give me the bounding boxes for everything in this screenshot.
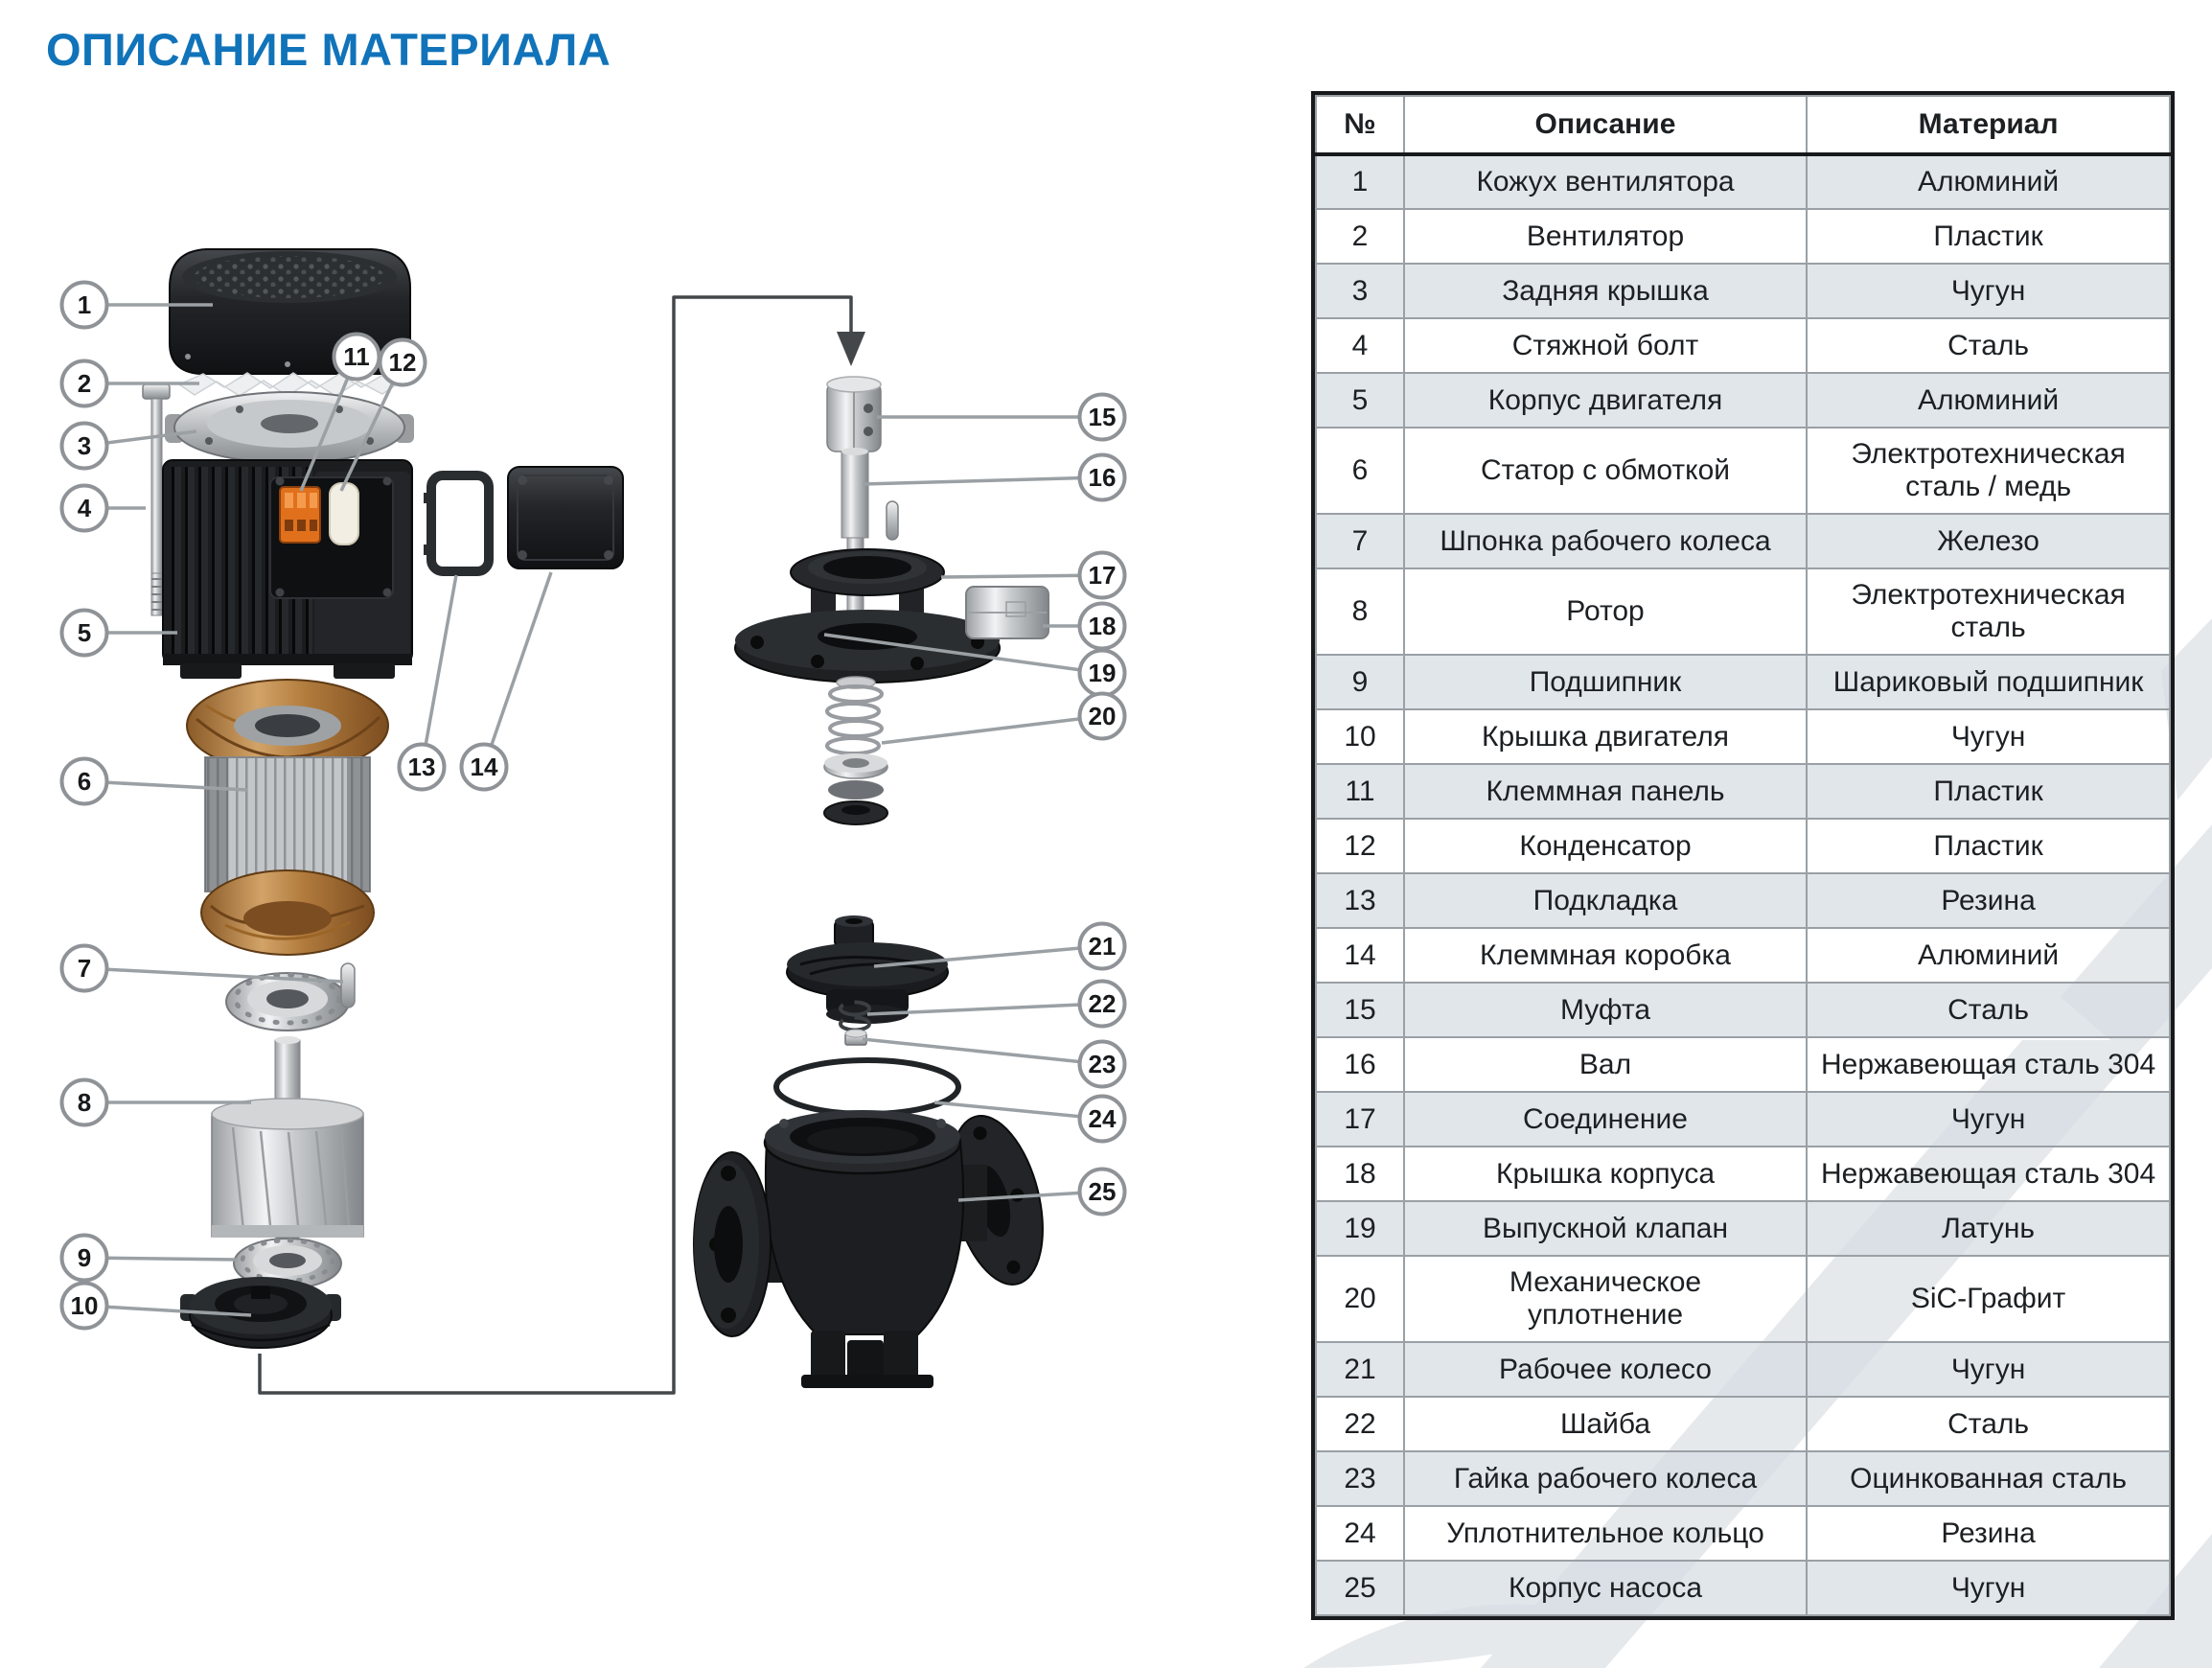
svg-text:17: 17: [1088, 561, 1117, 590]
row-description: Соединение: [1404, 1092, 1807, 1147]
table-row: [1316, 819, 2170, 873]
part-casing-cover: [966, 587, 1048, 638]
part-gasket: [424, 475, 489, 571]
callout-9: [62, 1236, 107, 1281]
table-row: [1316, 655, 2170, 709]
svg-text:21: 21: [1088, 932, 1117, 961]
callout-15: [1080, 395, 1125, 440]
callout-leader-20: [882, 716, 1102, 743]
row-material: Чугун: [1807, 1561, 2170, 1615]
callout-22: [1080, 982, 1125, 1027]
table-row: [1316, 568, 2170, 655]
svg-text:11: 11: [343, 342, 370, 371]
svg-text:12: 12: [388, 348, 417, 377]
row-number: 15: [1316, 983, 1404, 1037]
callout-3: [62, 424, 107, 469]
svg-text:16: 16: [1088, 463, 1117, 492]
part-motor-housing: [163, 460, 412, 679]
table-row: [1316, 209, 2170, 264]
svg-text:24: 24: [1088, 1104, 1117, 1133]
part-mechanical-seal: [824, 677, 887, 824]
svg-text:20: 20: [1088, 702, 1117, 730]
row-description: Подшипник: [1404, 655, 1807, 709]
table-row: [1316, 264, 2170, 318]
row-material: SiC-Графит: [1807, 1256, 2170, 1342]
material-table: [1311, 91, 2175, 1620]
svg-text:25: 25: [1088, 1177, 1117, 1206]
row-material: Резина: [1807, 873, 2170, 928]
row-number: 13: [1316, 873, 1404, 928]
callout-24: [1080, 1097, 1125, 1142]
part-terminal-panel: [280, 487, 320, 543]
row-description: Конденсатор: [1404, 819, 1807, 873]
row-description: Крышка двигателя: [1404, 709, 1807, 764]
row-number: 22: [1316, 1397, 1404, 1451]
row-description: Подкладка: [1404, 873, 1807, 928]
table-row: [1316, 1561, 2170, 1615]
svg-text:15: 15: [1088, 403, 1117, 431]
row-description: Рабочее колесо: [1404, 1342, 1807, 1397]
callout-25: [1080, 1170, 1125, 1215]
row-material: Чугун: [1807, 709, 2170, 764]
callout-4: [62, 486, 107, 531]
row-description: Ротор: [1404, 568, 1807, 655]
part-connection: [735, 549, 1000, 683]
table-row: [1316, 1092, 2170, 1147]
svg-text:5: 5: [77, 618, 92, 647]
row-number: 2: [1316, 209, 1404, 264]
callout-10: [62, 1284, 107, 1329]
row-description: Статор с обмоткой: [1404, 428, 1807, 514]
row-material: Пластик: [1807, 209, 2170, 264]
table-row: [1316, 373, 2170, 428]
header-number: №: [1316, 96, 1404, 154]
row-description: Уплотнительное кольцо: [1404, 1506, 1807, 1561]
callout-5: [62, 611, 107, 656]
row-material: Оцинкованная сталь: [1807, 1451, 2170, 1506]
part-stator: [187, 680, 388, 955]
row-material: Нержавеющая сталь 304: [1807, 1147, 2170, 1201]
callout-21: [1080, 924, 1125, 969]
svg-text:19: 19: [1088, 659, 1117, 687]
row-description: Выпускной клапан: [1404, 1201, 1807, 1256]
part-rear-cover: [165, 392, 414, 463]
row-material: Чугун: [1807, 264, 2170, 318]
svg-text:8: 8: [77, 1088, 92, 1117]
callout-23: [1080, 1042, 1125, 1087]
row-number: 3: [1316, 264, 1404, 318]
part-o-ring: [776, 1060, 958, 1114]
row-material: Сталь: [1807, 983, 2170, 1037]
row-number: 11: [1316, 764, 1404, 819]
row-description: Муфта: [1404, 983, 1807, 1037]
table-row: [1316, 1037, 2170, 1092]
row-number: 14: [1316, 928, 1404, 983]
row-number: 7: [1316, 514, 1404, 568]
row-number: 8: [1316, 568, 1404, 655]
row-number: 21: [1316, 1342, 1404, 1397]
svg-text:10: 10: [70, 1291, 99, 1320]
part-impeller-nut: [845, 1030, 866, 1045]
table-row: [1316, 873, 2170, 928]
row-description: Задняя крышка: [1404, 264, 1807, 318]
row-material: Сталь: [1807, 318, 2170, 373]
callout-7: [62, 946, 107, 991]
table-row: [1316, 1397, 2170, 1451]
table-row: [1316, 1451, 2170, 1506]
table-row: [1316, 1342, 2170, 1397]
svg-text:7: 7: [77, 954, 92, 983]
callout-14: [462, 745, 507, 790]
part-impeller-key: [341, 963, 355, 1008]
row-number: 12: [1316, 819, 1404, 873]
row-material: Сталь: [1807, 1397, 2170, 1451]
row-material: Алюминий: [1807, 373, 2170, 428]
callout-6: [62, 759, 107, 804]
callout-16: [1080, 455, 1125, 500]
table-row: [1316, 928, 2170, 983]
table-row: [1316, 709, 2170, 764]
svg-text:9: 9: [77, 1243, 92, 1272]
row-description: Шпонка рабочего колеса: [1404, 514, 1807, 568]
callout-leader-14: [484, 572, 551, 767]
callout-17: [1080, 553, 1125, 598]
table-row: [1316, 983, 2170, 1037]
row-number: 4: [1316, 318, 1404, 373]
row-number: 16: [1316, 1037, 1404, 1092]
row-number: 24: [1316, 1506, 1404, 1561]
row-material: Железо: [1807, 514, 2170, 568]
table-row: [1316, 1201, 2170, 1256]
table-row: [1316, 1506, 2170, 1561]
row-number: 5: [1316, 373, 1404, 428]
svg-text:18: 18: [1088, 612, 1117, 640]
row-number: 6: [1316, 428, 1404, 514]
callout-leader-16: [863, 477, 1102, 484]
svg-text:1: 1: [77, 290, 92, 319]
row-number: 9: [1316, 655, 1404, 709]
table-row: [1316, 514, 2170, 568]
callout-12: [380, 340, 426, 385]
svg-text:14: 14: [470, 753, 498, 781]
row-description: Корпус насоса: [1404, 1561, 1807, 1615]
callout-11: [334, 335, 380, 380]
row-material: Электротехническая сталь: [1807, 568, 2170, 655]
callout-2: [62, 361, 107, 406]
table-row: [1316, 764, 2170, 819]
svg-text:4: 4: [77, 494, 92, 522]
header-description: Описание: [1404, 96, 1807, 154]
row-number: 10: [1316, 709, 1404, 764]
row-material: Резина: [1807, 1506, 2170, 1561]
table-row: [1316, 318, 2170, 373]
row-description: Корпус двигателя: [1404, 373, 1807, 428]
callout-leader-13: [422, 575, 456, 767]
callout-19: [1080, 651, 1125, 696]
table-header-row: [1316, 96, 2170, 154]
table-row: [1316, 1147, 2170, 1201]
row-material: Нержавеющая сталь 304: [1807, 1037, 2170, 1092]
row-number: 17: [1316, 1092, 1404, 1147]
row-number: 25: [1316, 1561, 1404, 1615]
row-number: 19: [1316, 1201, 1404, 1256]
row-description: Механическое уплотнение: [1404, 1256, 1807, 1342]
svg-text:13: 13: [407, 753, 436, 781]
row-material: Чугун: [1807, 1342, 2170, 1397]
row-description: Клеммная коробка: [1404, 928, 1807, 983]
table-row: [1316, 1256, 2170, 1342]
row-number: 18: [1316, 1147, 1404, 1201]
callout-13: [400, 745, 445, 790]
row-description: Шайба: [1404, 1397, 1807, 1451]
callout-20: [1080, 694, 1125, 739]
svg-text:2: 2: [77, 369, 92, 398]
table-row: [1316, 428, 2170, 514]
callout-18: [1080, 604, 1125, 649]
part-coupling: [827, 377, 881, 452]
row-material: Алюминий: [1807, 154, 2170, 209]
row-description: Вентилятор: [1404, 209, 1807, 264]
row-description: Клеммная панель: [1404, 764, 1807, 819]
callout-1: [62, 283, 107, 328]
row-description: Крышка корпуса: [1404, 1147, 1807, 1201]
row-description: Кожух вентилятора: [1404, 154, 1807, 209]
callout-leader-24: [934, 1102, 1102, 1119]
row-description: Вал: [1404, 1037, 1807, 1092]
row-description: Стяжной болт: [1404, 318, 1807, 373]
row-material: Пластик: [1807, 819, 2170, 873]
callout-8: [62, 1080, 107, 1125]
table-row: [1316, 154, 2170, 209]
row-material: Латунь: [1807, 1201, 2170, 1256]
row-number: 20: [1316, 1256, 1404, 1342]
row-material: Шариковый подшипник: [1807, 655, 2170, 709]
part-pump-housing: [694, 1106, 1058, 1388]
row-material: Электротехническая сталь / медь: [1807, 428, 2170, 514]
row-number: 1: [1316, 154, 1404, 209]
part-rotor: [212, 1036, 363, 1261]
row-material: Пластик: [1807, 764, 2170, 819]
row-material: Чугун: [1807, 1092, 2170, 1147]
part-capacitor: [330, 483, 358, 544]
svg-text:23: 23: [1088, 1050, 1117, 1078]
row-material: Алюминий: [1807, 928, 2170, 983]
row-description: Гайка рабочего колеса: [1404, 1451, 1807, 1506]
svg-text:3: 3: [77, 431, 92, 460]
svg-text:6: 6: [77, 767, 92, 796]
svg-text:22: 22: [1088, 989, 1117, 1018]
part-terminal-box-cover: [508, 467, 623, 568]
header-material: Материал: [1807, 96, 2170, 154]
page-title: ОПИСАНИЕ МАТЕРИАЛА: [46, 24, 611, 75]
row-number: 23: [1316, 1451, 1404, 1506]
